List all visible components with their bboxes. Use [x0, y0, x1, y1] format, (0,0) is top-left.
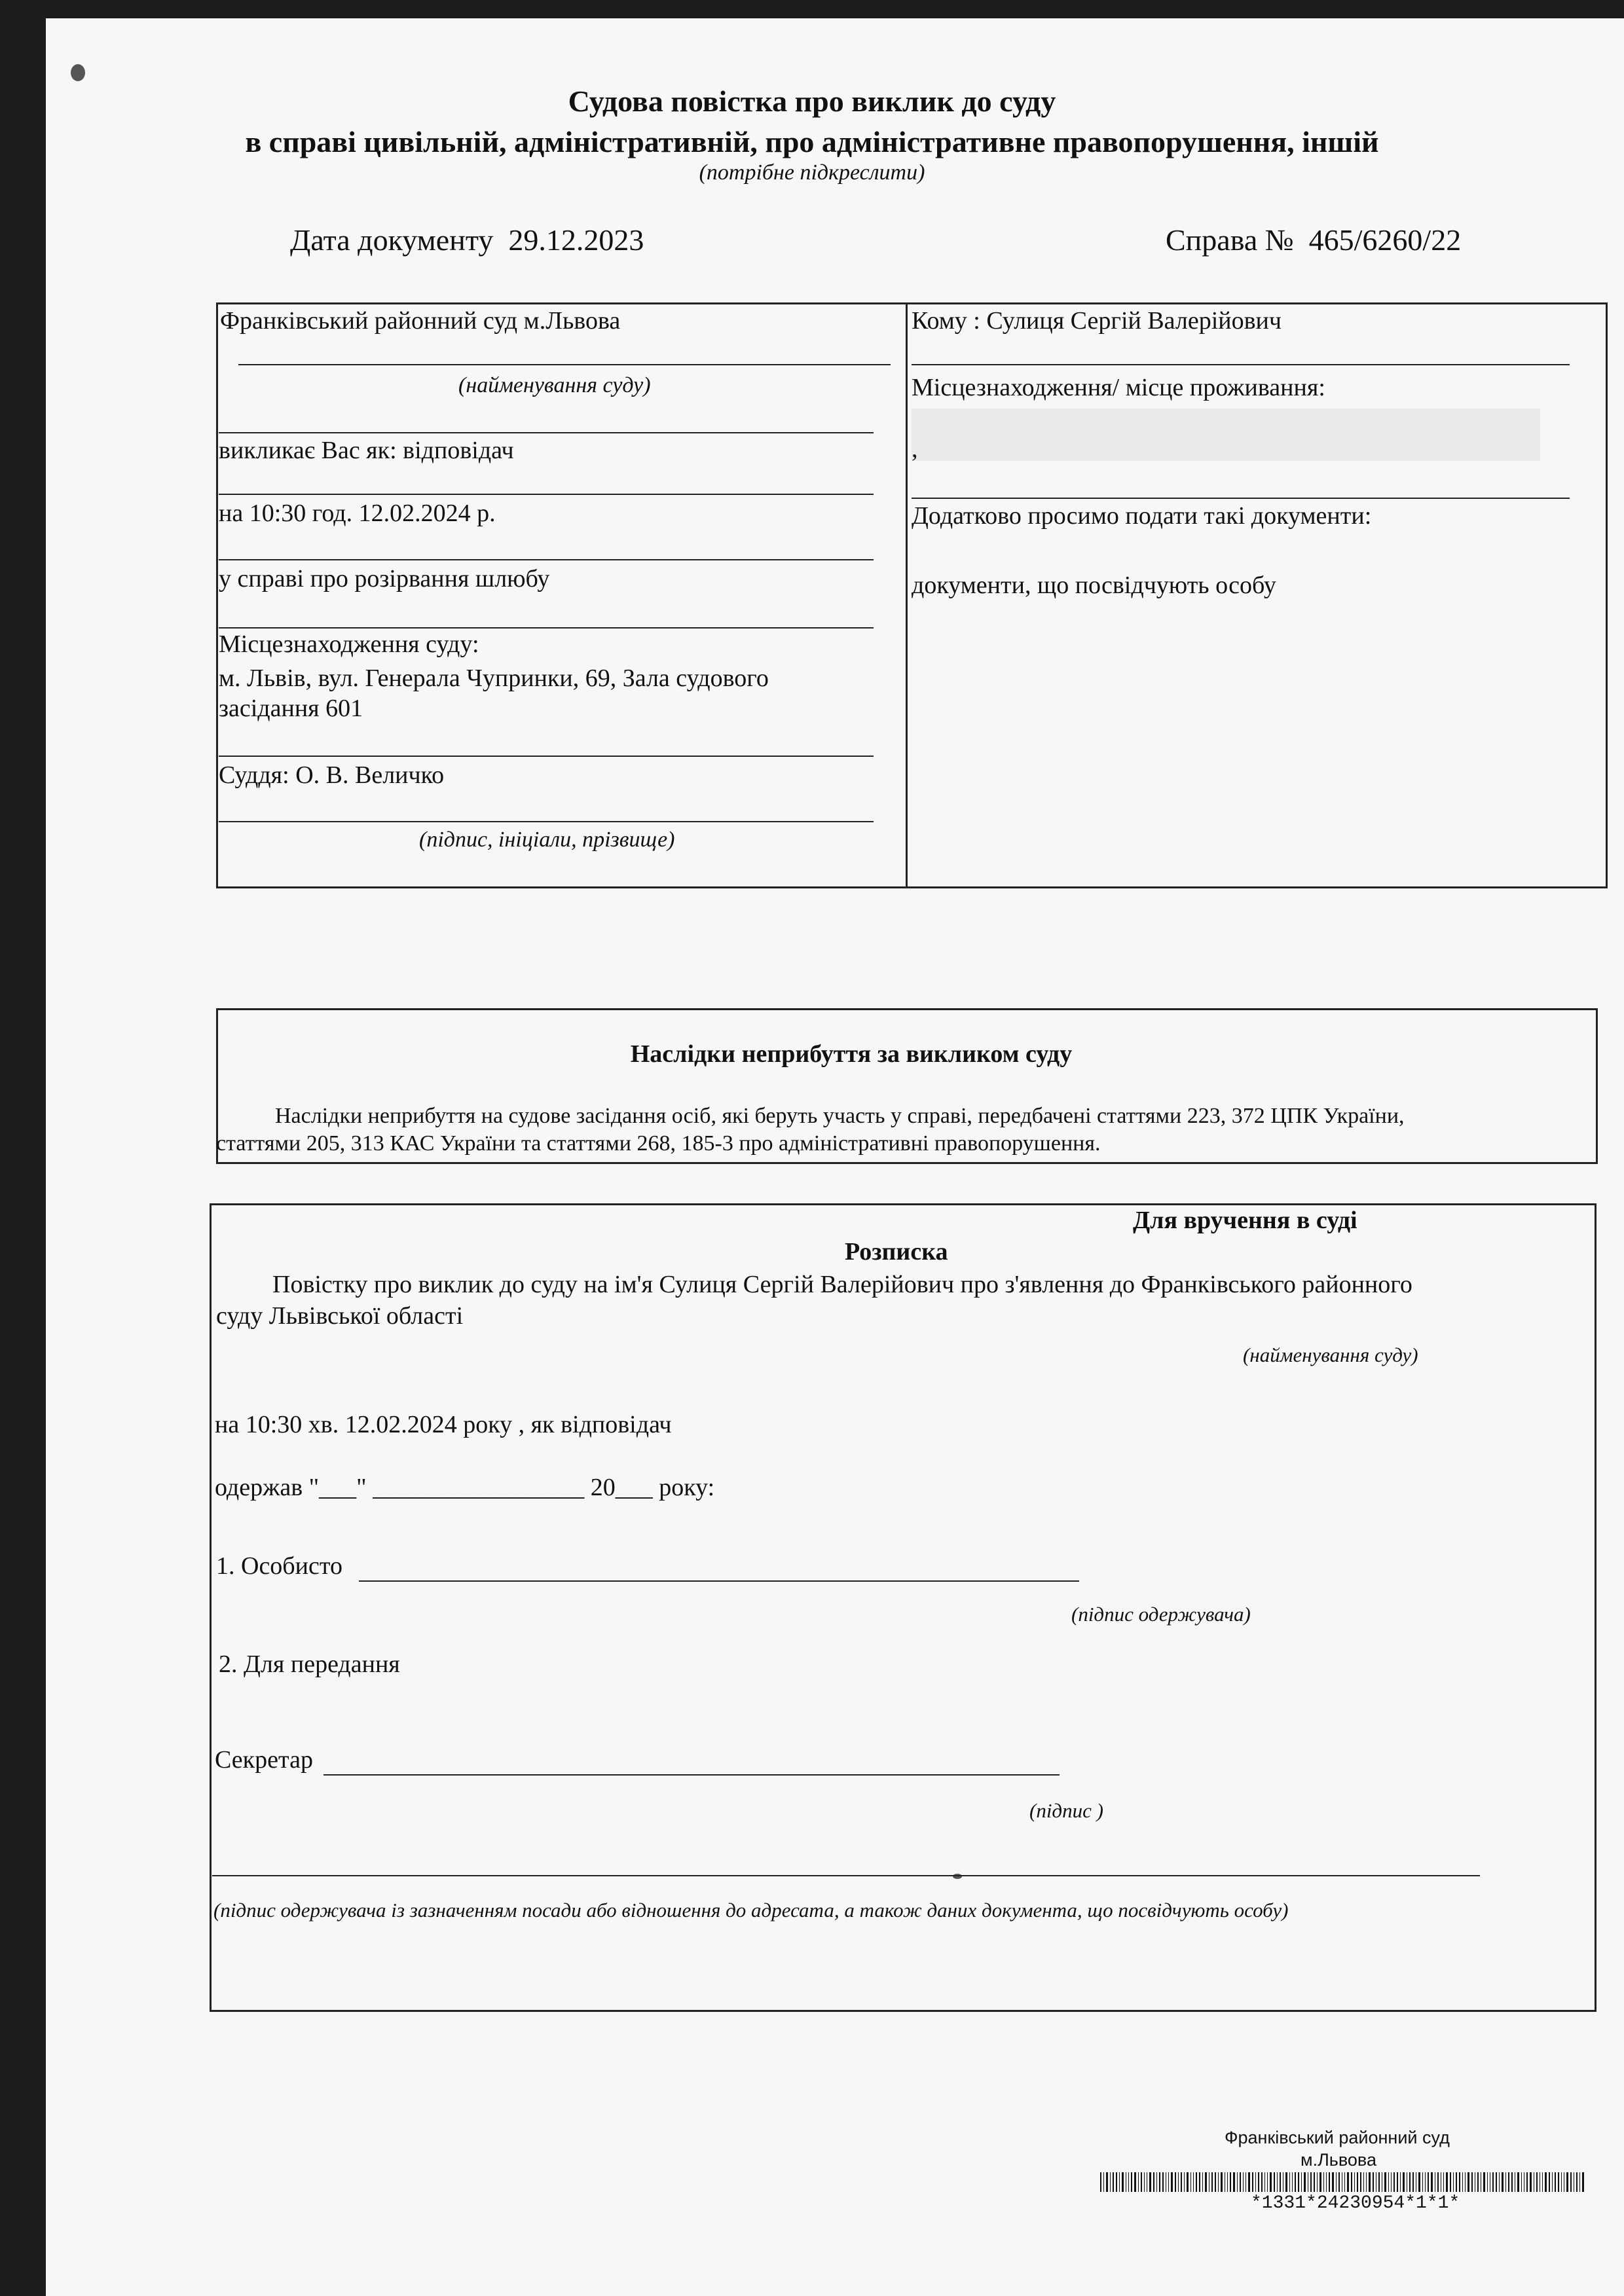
document-date: [290, 223, 644, 257]
recipient-full-signature-line: [212, 1875, 1480, 1876]
barcode-bar: [1418, 2172, 1420, 2192]
footer-court-line1: Франківський районний суд: [1225, 2128, 1450, 2147]
personal-signature-line: [359, 1580, 1079, 1582]
barcode-bar: [1373, 2172, 1374, 2192]
barcode-bar: [1443, 2172, 1444, 2192]
barcode-bar: [1332, 2172, 1334, 2192]
barcode-bar: [1131, 2172, 1132, 2192]
barcode-bar: [1521, 2172, 1522, 2192]
barcode-bar: [1545, 2172, 1547, 2192]
barcode-bar: [1168, 2172, 1169, 2192]
barcode-bar: [1508, 2172, 1509, 2192]
barcode-bar: [1134, 2172, 1136, 2192]
barcode-bar: [1422, 2172, 1423, 2192]
recipient-details-hint: (підпис одержувача із зазначенням посади або відношення до адресата, а також даних документа, що посвідчують особу): [213, 1899, 1289, 1922]
receipt-time-line: на 10:30 хв. 12.02.2024 року , як відповідач: [215, 1411, 672, 1438]
rule: [219, 627, 874, 629]
barcode-bar: [1144, 2172, 1145, 2192]
barcode-bar: [1205, 2172, 1207, 2192]
barcode-bar: [1462, 2172, 1463, 2192]
barcode-bar: [1499, 2172, 1500, 2192]
barcode-bar: [1344, 2172, 1345, 2192]
rule: [912, 498, 1570, 499]
barcode-bar: [1295, 2172, 1296, 2192]
barcode-bar: [1285, 2172, 1287, 2192]
barcode-bar: [1314, 2172, 1315, 2192]
case-value: 465/6260/22: [1308, 223, 1462, 257]
barcode-bar: [1555, 2172, 1556, 2192]
barcode-bar: [1153, 2172, 1154, 2192]
barcode-bar: [1502, 2172, 1504, 2192]
barcode-bar: [1384, 2172, 1386, 2192]
secretary-signature-hint: (підпис ): [1029, 1799, 1103, 1822]
extra-docs-value: документи, що посвідчують особу: [912, 572, 1276, 599]
recipient-name: Кому : Сулиця Сергій Валерійович: [912, 307, 1282, 335]
barcode-bar: [1292, 2172, 1293, 2192]
barcode-bar: [1338, 2172, 1340, 2192]
barcode-bar: [1261, 2172, 1263, 2192]
extra-docs-label: Додатково просимо подати такі документи:: [912, 502, 1372, 530]
barcode-bar: [1431, 2172, 1433, 2192]
barcode-bar: [1252, 2172, 1253, 2192]
barcode-bar: [1248, 2172, 1250, 2192]
barcode-bar: [1425, 2172, 1426, 2192]
barcode-bar: [1270, 2172, 1272, 2192]
barcode-bar: [1193, 2172, 1194, 2192]
barcode-bar: [1304, 2172, 1306, 2192]
barcode-bar: [1184, 2172, 1185, 2192]
personally-label: 1. Особисто: [216, 1552, 342, 1580]
summons-role: викликає Вас як: відповідач: [219, 437, 514, 464]
recipient-signature-hint: (підпис одержувача): [1071, 1603, 1251, 1626]
barcode-bar: [1412, 2172, 1414, 2192]
barcode-bar: [1171, 2172, 1173, 2192]
barcode-bar: [1459, 2172, 1460, 2192]
barcode-bar: [1566, 2172, 1568, 2192]
barcode-bar: [1289, 2172, 1290, 2192]
received-date-line: одержав "___" _________________ 20___ року:: [215, 1474, 715, 1501]
barcode-bar: [1258, 2172, 1259, 2192]
court-location-line2: засідання 601: [219, 695, 363, 722]
judge-name: Суддя: О. В. Величко: [219, 761, 445, 789]
barcode-bar: [1280, 2172, 1281, 2192]
rule: [238, 364, 891, 365]
date-value: 29.12.2023: [508, 223, 644, 257]
barcode-bar: [1110, 2172, 1111, 2192]
barcode-bar: [1326, 2172, 1327, 2192]
barcode-bar: [1456, 2172, 1457, 2192]
barcode-bar: [1351, 2172, 1352, 2192]
barcode-text: *1331*24230954*1*1*: [1251, 2193, 1460, 2214]
barcode-bar: [1196, 2172, 1197, 2192]
case-label: Справа №: [1166, 223, 1294, 257]
barcode-bar: [1393, 2172, 1395, 2192]
barcode-bar: [1549, 2172, 1550, 2192]
barcode-bar: [1347, 2172, 1349, 2192]
document-title-line2: в справі цивільній, адміністративній, про адміністративне правопорушення, іншій: [245, 125, 1379, 158]
barcode-bar: [1400, 2172, 1401, 2192]
barcode-bar: [1487, 2172, 1488, 2192]
barcode-bar: [1103, 2172, 1104, 2192]
barcode-bar: [1366, 2172, 1367, 2192]
barcode-bar: [1119, 2172, 1120, 2192]
barcode-bar: [1215, 2172, 1216, 2192]
barcode-bar: [1354, 2172, 1355, 2192]
barcode-bar: [1264, 2172, 1265, 2192]
barcode-bar: [1159, 2172, 1160, 2192]
barcode-bar: [1492, 2172, 1494, 2192]
barcode-bar: [1477, 2172, 1479, 2192]
case-number: [1166, 223, 1461, 257]
barcode-bar: [1243, 2172, 1244, 2192]
barcode-bar: [1471, 2172, 1473, 2192]
barcode-bar: [1570, 2172, 1572, 2192]
court-location-line1: м. Львів, вул. Генерала Чупринки, 69, Зала судового: [219, 665, 769, 692]
barcode-bar: [1240, 2172, 1241, 2192]
hearing-time: на 10:30 год. 12.02.2024 р.: [219, 500, 496, 527]
receipt-title: Розписка: [845, 1238, 948, 1266]
barcode-bar: [1156, 2172, 1157, 2192]
barcode-bar: [1467, 2172, 1469, 2192]
barcode-bar: [1496, 2172, 1497, 2192]
court-name-hint: (найменування суду): [458, 373, 651, 397]
barcode-bar: [1267, 2172, 1268, 2192]
court-name: Франківський районний суд м.Львова: [220, 307, 621, 335]
consequences-title: Наслідки неприбуття за викликом суду: [630, 1040, 1073, 1068]
barcode-bar: [1323, 2172, 1324, 2192]
barcode-bar: [1391, 2172, 1392, 2192]
document-title-line1: Судова повістка про виклик до суду: [568, 84, 1056, 118]
barcode-bar: [1211, 2172, 1213, 2192]
barcode-bar: [1233, 2172, 1235, 2192]
for-transfer-label: 2. Для передання: [219, 1650, 400, 1678]
barcode-bar: [1141, 2172, 1142, 2192]
address-label: Місцезнаходження/ місце проживання:: [912, 374, 1325, 401]
barcode-bar: [1403, 2172, 1405, 2192]
barcode-bar: [1378, 2172, 1380, 2192]
barcode-bar: [1576, 2172, 1578, 2192]
barcode-bar: [1162, 2172, 1164, 2192]
barcode-bar: [1100, 2172, 1101, 2192]
barcode-bar: [1428, 2172, 1429, 2192]
barcode-bar: [1360, 2172, 1361, 2192]
barcode-bar: [1230, 2172, 1231, 2192]
barcode-bar: [1138, 2172, 1139, 2192]
barcode-bar: [1274, 2172, 1275, 2192]
barcode-bar: [1552, 2172, 1553, 2192]
barcode-bar: [1453, 2172, 1454, 2192]
secretary-signature-line: [323, 1774, 1060, 1776]
barcode-bar: [1317, 2172, 1318, 2192]
rule: [912, 364, 1570, 365]
barcode-bar: [1536, 2172, 1538, 2192]
barcode-bar: [1113, 2172, 1114, 2192]
barcode-bar: [1409, 2172, 1411, 2192]
scan-speck: [71, 64, 85, 81]
barcode-bar: [1255, 2172, 1256, 2192]
barcode-bar: [1310, 2172, 1312, 2192]
barcode-bar: [1517, 2172, 1519, 2192]
barcode-bar: [1511, 2172, 1513, 2192]
barcode-bar: [1221, 2172, 1223, 2192]
secretary-label: Секретар: [215, 1746, 313, 1774]
rule: [219, 756, 874, 757]
footer-court-line2: м.Львова: [1301, 2150, 1376, 2170]
barcode-bar: [1329, 2172, 1330, 2192]
barcode-bar: [1181, 2172, 1182, 2192]
barcode-bar: [1530, 2172, 1532, 2192]
barcode-bar: [1505, 2172, 1506, 2192]
barcode-bar: [1187, 2172, 1189, 2192]
barcode-bar: [1122, 2172, 1124, 2192]
signature-hint: (підпис, ініціали, прізвище): [419, 828, 675, 852]
barcode-bar: [1149, 2172, 1151, 2192]
barcode-bar: [1526, 2172, 1528, 2192]
barcode-bar: [1558, 2172, 1559, 2192]
redacted-address: [912, 409, 1540, 461]
barcode-bar: [1106, 2172, 1108, 2192]
barcode-bar: [1561, 2172, 1562, 2192]
consequences-text-line1: Наслідки неприбуття на судове засідання осіб, які беруть участь у справі, передбачені статтями 223, 372 ЦПК України,: [275, 1104, 1405, 1128]
summons-divider: [906, 302, 908, 888]
barcode-bar: [1199, 2172, 1200, 2192]
barcode-bar: [1336, 2172, 1337, 2192]
barcode-bar: [1579, 2172, 1580, 2192]
underline-hint: (потрібне підкреслити): [699, 160, 925, 185]
barcode-bar: [1190, 2172, 1191, 2192]
barcode-bar: [1202, 2172, 1203, 2192]
barcode-bar: [1582, 2172, 1584, 2192]
barcode-bar: [1363, 2172, 1364, 2192]
barcode-bar: [1397, 2172, 1398, 2192]
barcode-bar: [1542, 2172, 1543, 2192]
barcode-bar: [1465, 2172, 1466, 2192]
barcode-bar: [1357, 2172, 1358, 2192]
court-location-label: Місцезнаходження суду:: [219, 630, 479, 658]
barcode-bar: [1369, 2172, 1371, 2192]
receipt-text-line2: суду Львівської області: [216, 1302, 464, 1330]
barcode-bar: [1128, 2172, 1129, 2192]
barcode-bar: [1437, 2172, 1439, 2192]
for-court-delivery: Для вручення в суді: [1133, 1207, 1357, 1234]
barcode-bar: [1450, 2172, 1451, 2192]
barcode-bar: [1175, 2172, 1176, 2192]
barcode-bar: [1277, 2172, 1278, 2192]
barcode-bar: [1320, 2172, 1321, 2192]
receipt-court-hint: (найменування суду): [1243, 1343, 1418, 1366]
barcode-bar: [1227, 2172, 1228, 2192]
barcode-bar: [1301, 2172, 1302, 2192]
barcode-bar: [1446, 2172, 1448, 2192]
rule: [219, 559, 874, 560]
barcode-bar: [1116, 2172, 1117, 2192]
case-subject: у справі про розірвання шлюбу: [219, 565, 550, 592]
consequences-text-line2: статтями 205, 313 КАС України та статтями 268, 185-3 про адміністративні правопорушення.: [216, 1131, 1101, 1156]
barcode-icon: [1100, 2172, 1598, 2192]
barcode-bar: [1388, 2172, 1389, 2192]
date-label: Дата документу: [290, 223, 494, 257]
barcode-bar: [1218, 2172, 1219, 2192]
barcode-bar: [1483, 2172, 1485, 2192]
barcode-bar: [1237, 2172, 1238, 2192]
barcode-bar: [1298, 2172, 1299, 2192]
rule: [219, 432, 874, 433]
barcode-bar: [1178, 2172, 1179, 2192]
receipt-text-line1: Повістку про виклик до суду на ім'я Сулиця Сергій Валерійович про з'явлення до Франківського районного: [272, 1271, 1412, 1298]
rule: [219, 821, 874, 822]
rule: [219, 494, 874, 495]
address-comma: ,: [912, 435, 918, 463]
